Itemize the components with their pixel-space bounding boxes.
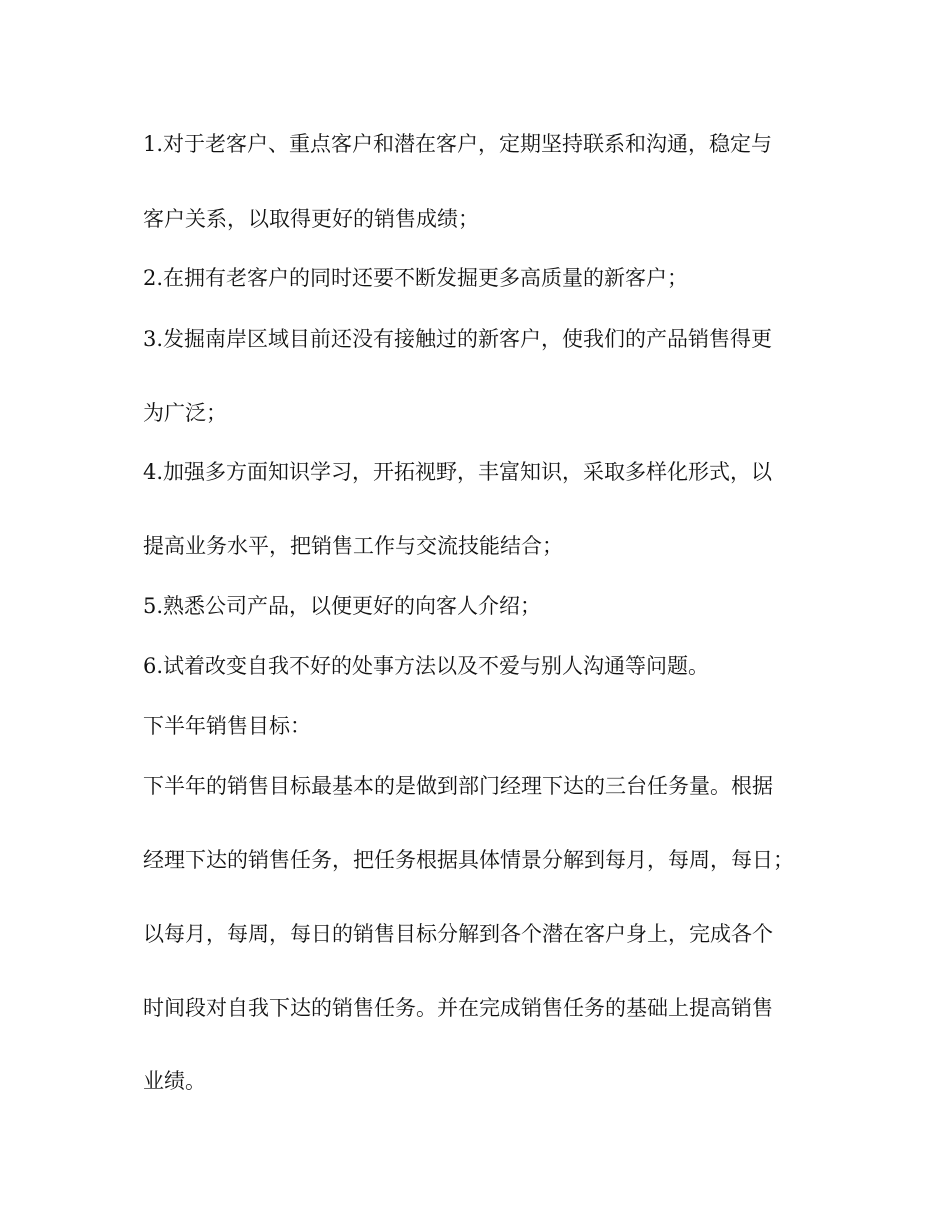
text-line: 3.发掘南岸区域目前还没有接触过的新客户，使我们的产品销售得更 xyxy=(143,327,773,351)
text-line: 为广泛； xyxy=(143,401,227,425)
text-line: 5.熟悉公司产品，以便更好的向客人介绍； xyxy=(143,594,542,618)
text-line: 客户关系，以取得更好的销售成绩； xyxy=(143,207,479,231)
section-heading: 下半年销售目标： xyxy=(143,714,311,738)
text-line: 时间段对自我下达的销售任务。并在完成销售任务的基础上提高销售 xyxy=(143,996,773,1020)
text-line: 下半年的销售目标最基本的是做到部门经理下达的三台任务量。根据 xyxy=(143,774,773,798)
text-line: 提高业务水平，把销售工作与交流技能结合； xyxy=(143,534,563,558)
text-line: 1.对于老客户、重点客户和潜在客户，定期坚持联系和沟通，稳定与 xyxy=(143,132,773,156)
text-line: 经理下达的销售任务，把任务根据具体情景分解到每月，每周，每日； xyxy=(143,848,794,872)
text-line: 2.在拥有老客户的同时还要不断发掘更多高质量的新客户； xyxy=(143,266,689,290)
text-line: 6.试着改变自我不好的处事方法以及不爱与别人沟通等问题。 xyxy=(143,654,710,678)
text-line: 以每月，每周，每日的销售目标分解到各个潜在客户身上，完成各个 xyxy=(143,922,773,946)
text-line: 业绩。 xyxy=(143,1069,206,1093)
text-line: 4.加强多方面知识学习，开拓视野，丰富知识，采取多样化形式，以 xyxy=(143,460,773,484)
